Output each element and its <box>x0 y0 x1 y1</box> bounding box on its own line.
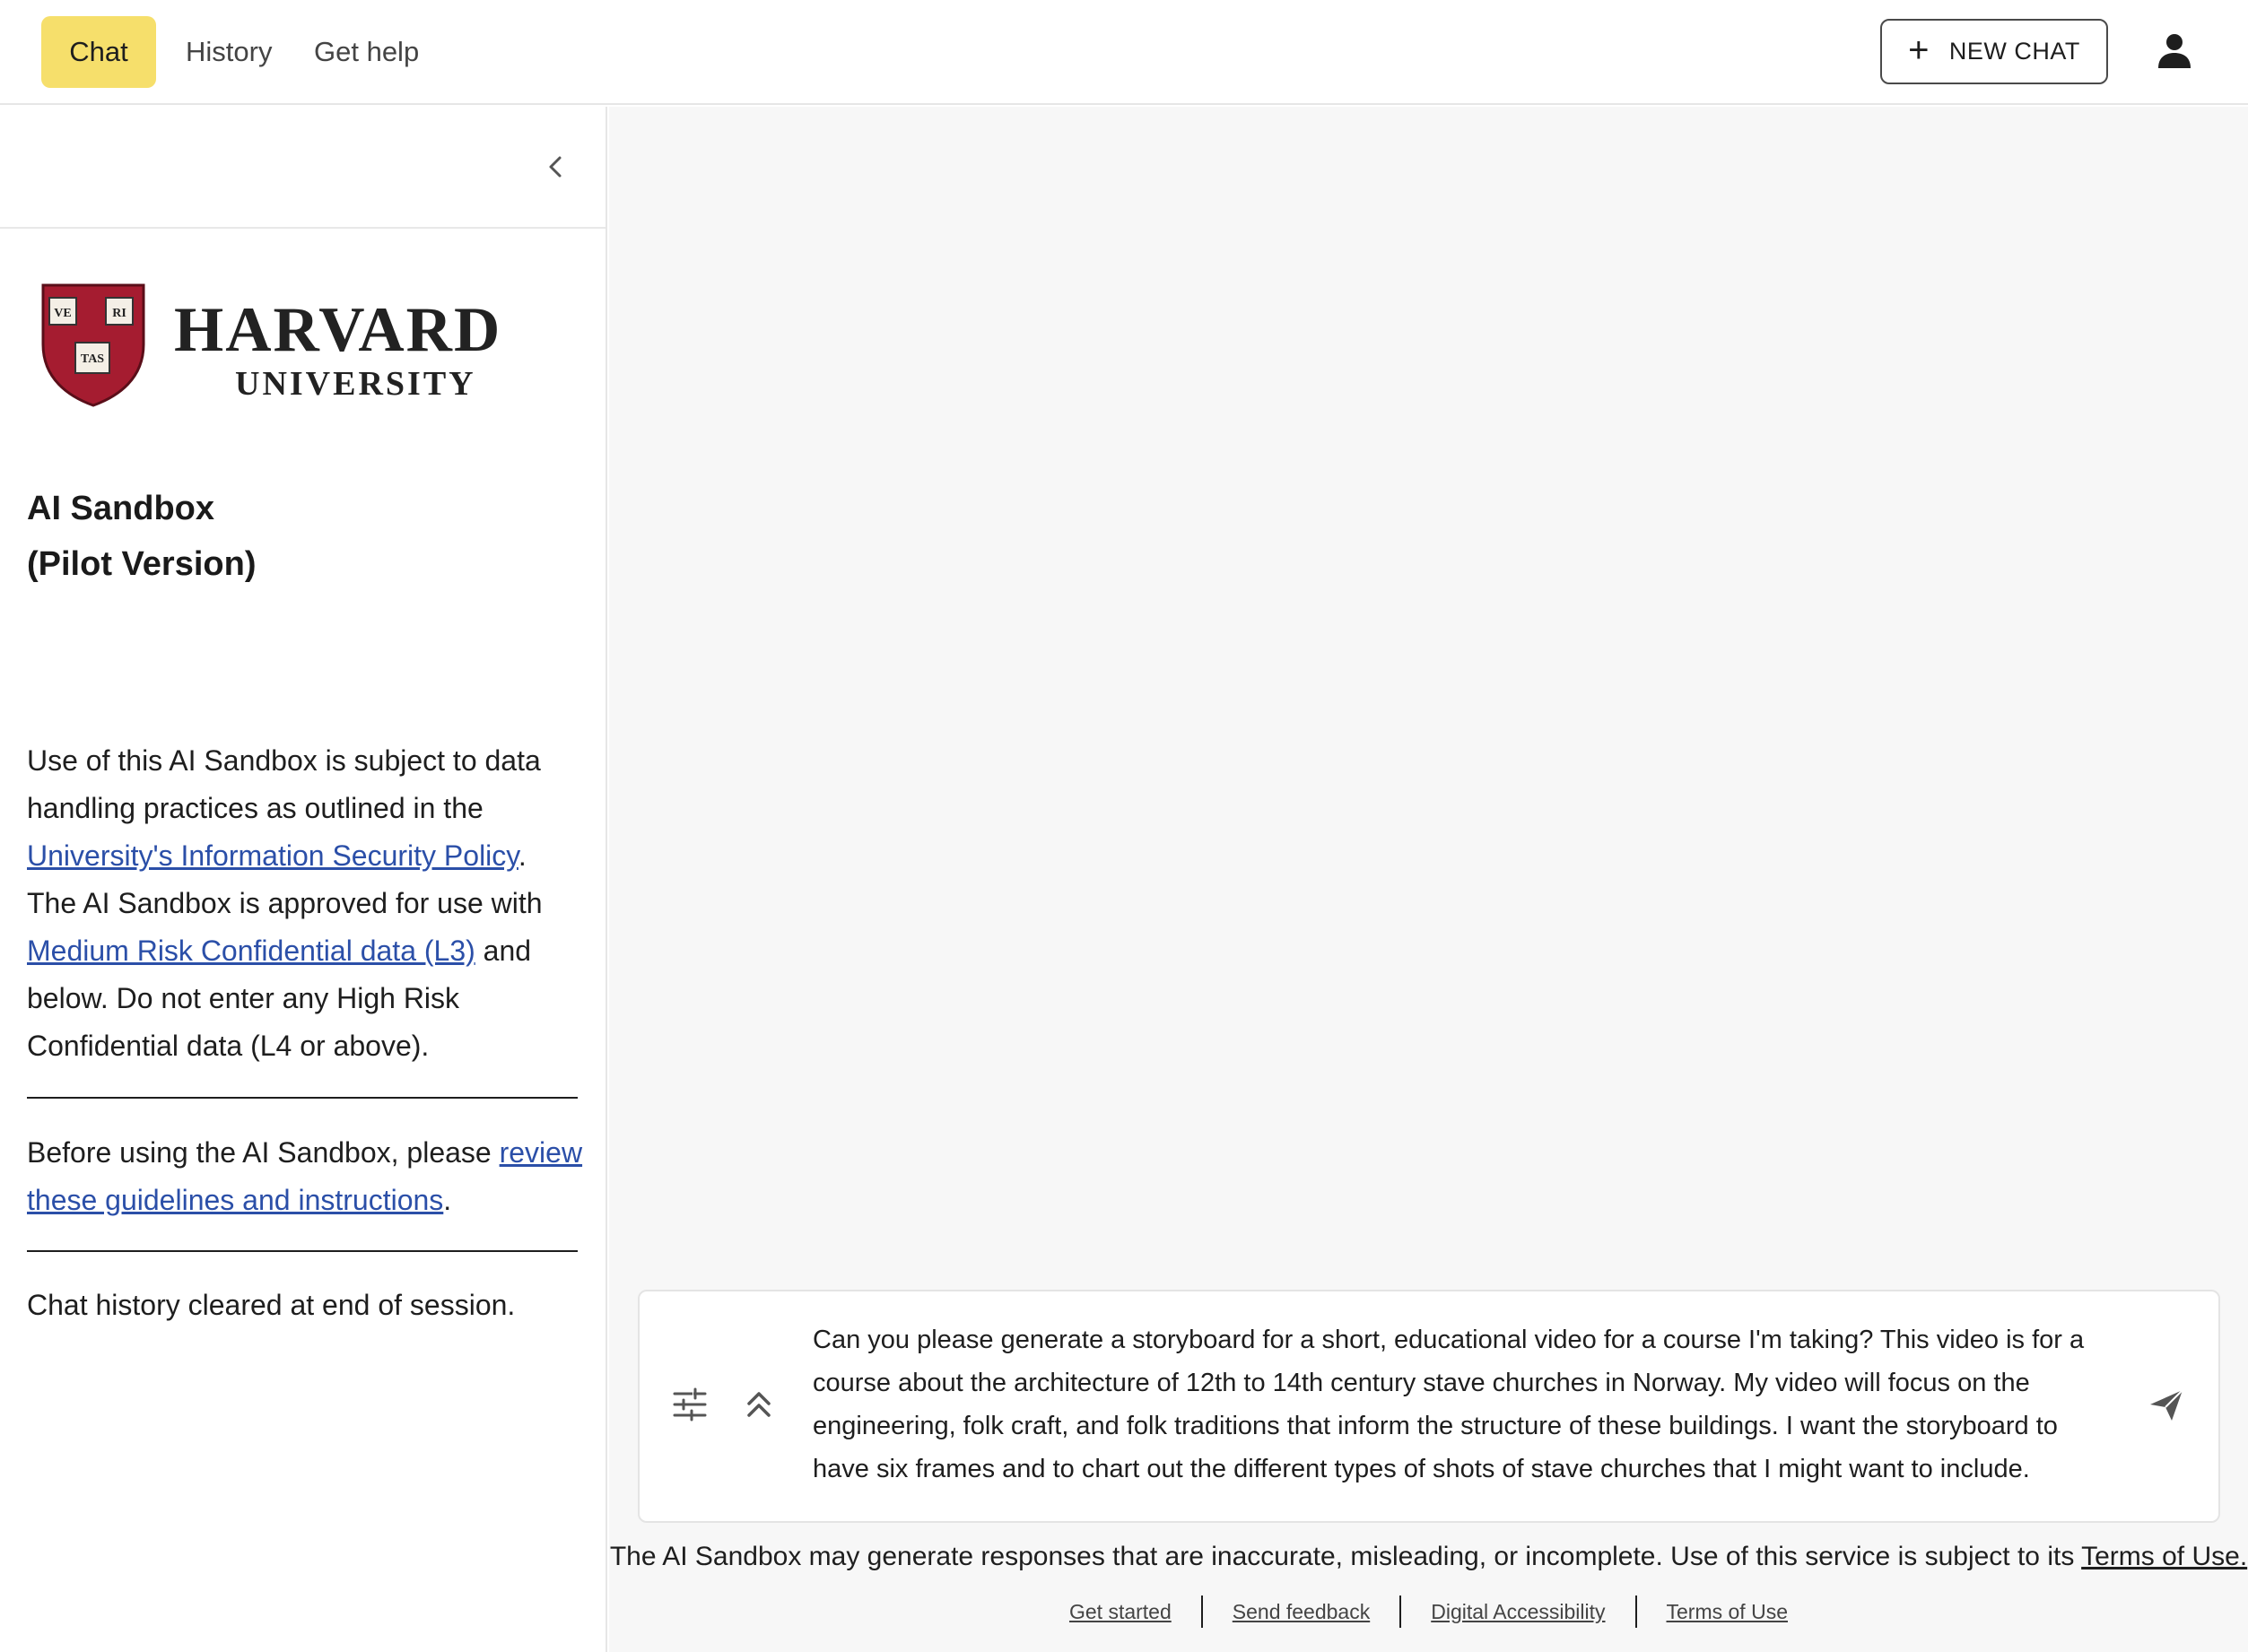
footer-links <box>609 1595 2248 1628</box>
new-chat-label: NEW CHAT <box>1948 38 2080 65</box>
tab-history[interactable]: History <box>186 36 273 67</box>
guidelines-text-2: . <box>443 1184 452 1216</box>
new-chat-button[interactable] <box>1880 19 2108 84</box>
send-icon[interactable] <box>2148 1387 2184 1422</box>
divider <box>27 1097 578 1099</box>
disclaimer-text: The AI Sandbox may generate responses that are inaccurate, misleading, or incomplete. Use of this service is subject to its <box>609 1542 2082 1571</box>
chat-area <box>609 107 2248 1652</box>
guidelines-link[interactable]: review these guidelines and instructions <box>27 1136 583 1216</box>
tab-get-help[interactable]: Get help <box>314 36 420 67</box>
policy-text-3: and below. Do not enter any High Risk Confidential data (L4 or above). <box>27 935 532 1062</box>
svg-text:RI: RI <box>112 307 126 320</box>
prompt-input[interactable]: Can you please generate a storyboard for a short, educational video for a course I'm taking? This video is for a course about the architecture of 12th to 14th century stave churches in Norway. My video will focus on the engineering, folk craft, and folk traditions that inform the structure of these buildings. I want the storyboard to have six frames and to chart out the different types of shots of stave churches that I might want to include. <box>813 1326 2085 1483</box>
harvard-shield-icon <box>39 282 147 407</box>
policy-notice <box>27 737 583 1070</box>
history-note: Chat history cleared at end of session. <box>27 1289 516 1321</box>
prompt-composer <box>638 1290 2220 1523</box>
logo-wordmark-university: UNIVERSITY <box>235 365 476 403</box>
tab-chat[interactable]: Chat <box>41 16 156 88</box>
sidebar-title-line1: AI Sandbox <box>27 490 215 527</box>
disclaimer <box>609 1542 2248 1572</box>
logo-wordmark-harvard: HARVARD <box>174 295 502 365</box>
policy-text-1: Use of this AI Sandbox is subject to data handling practices as outlined in the <box>27 744 541 824</box>
footer-terms-of-use-link[interactable]: Terms of Use <box>1666 1599 1788 1623</box>
sidebar-title-line2: (Pilot Version) <box>27 545 257 583</box>
divider <box>27 1250 578 1252</box>
chevron-left-icon[interactable] <box>544 153 567 180</box>
policy-text-2: . The AI Sandbox is approved for use with <box>27 839 543 919</box>
double-chevron-up-icon[interactable] <box>745 1388 773 1421</box>
info-security-policy-link[interactable]: University's Information Security Policy <box>27 839 518 872</box>
guidelines-notice <box>27 1129 583 1224</box>
person-icon[interactable] <box>2157 32 2192 68</box>
sidebar <box>0 107 607 1652</box>
harvard-logo <box>39 282 542 412</box>
svg-text:TAS: TAS <box>80 352 105 366</box>
digital-accessibility-link[interactable]: Digital Accessibility <box>1431 1599 1606 1623</box>
svg-text:VE: VE <box>54 307 72 320</box>
terms-of-use-link[interactable]: Terms of Use. <box>2081 1542 2248 1571</box>
guidelines-text-1: Before using the AI Sandbox, please <box>27 1136 500 1169</box>
top-nav <box>0 0 2248 105</box>
sidebar-title <box>27 481 583 592</box>
sidebar-header <box>0 107 606 229</box>
get-started-link[interactable]: Get started <box>1068 1599 1172 1623</box>
send-feedback-link[interactable]: Send feedback <box>1232 1599 1371 1623</box>
plus-icon: + <box>1908 30 1930 70</box>
tune-icon[interactable] <box>672 1387 708 1422</box>
medium-risk-data-link[interactable]: Medium Risk Confidential data (L3) <box>27 935 475 967</box>
